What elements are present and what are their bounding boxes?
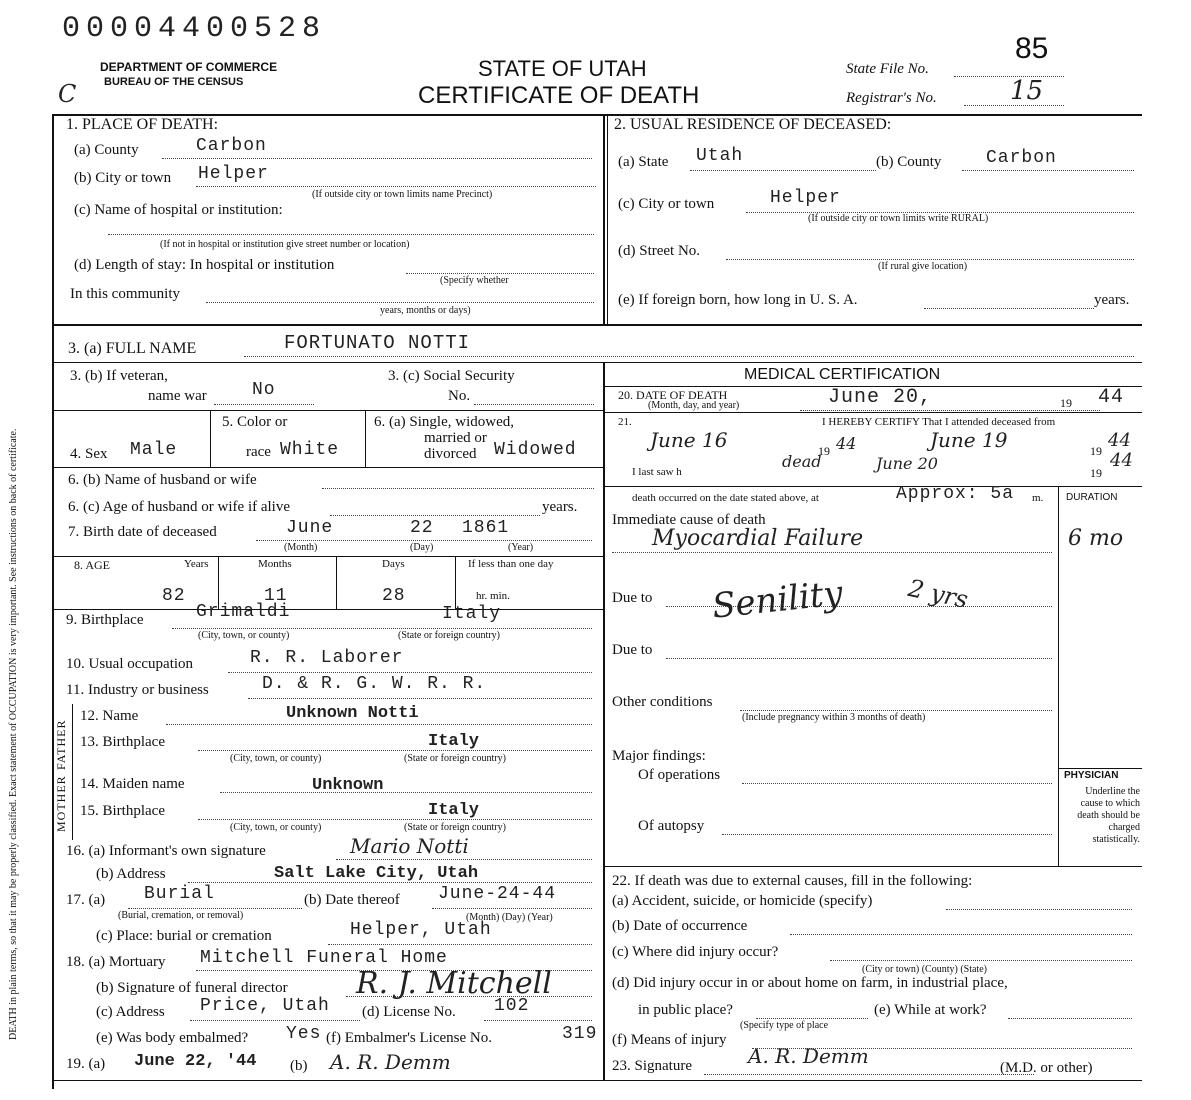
foreign-born-label: (e) If foreign born, how long in U. S. A. [618,292,858,308]
due-to-duration: 2 yrs [905,574,971,614]
immediate-cause-value: Myocardial Failure [652,526,864,551]
location-note: (City or town) (County) (State) [862,964,987,975]
duration-header: DURATION [1066,492,1118,503]
disposition-value: Burial [144,884,215,904]
burial-date-note: (Month) (Day) (Year) [466,912,553,923]
occupation-value: R. R. Laborer [250,648,404,668]
mother-city-note: (City, town, or county) [230,822,322,833]
s18a-mortuary-label: 18. (a) Mortuary [66,954,166,970]
s17a-label: 17. (a) [66,892,106,908]
last-saw-date-value: June 20 [876,454,938,473]
md-label: (M.D. or other) [1000,1060,1093,1076]
bureau-label: BUREAU OF THE CENSUS [104,76,244,88]
due-to-label-2: Due to [612,642,653,658]
alive-dead-value: dead [782,452,822,471]
burial-date-value: June-24-44 [438,884,557,904]
place-type-note: (Specify type of place [740,1020,829,1031]
name-war-label: name war [148,388,207,404]
embalmer-license-value: 319 [562,1024,598,1044]
s18c-address-label: (c) Address [96,1004,165,1020]
s19a-label: 19. (a) [66,1056,106,1072]
precinct-note: (If outside city or town limits name Precinct) [312,189,493,200]
s1-place-of-death-heading: 1. PLACE OF DEATH: [66,116,219,133]
s13-father-birthplace-label: 13. Birthplace [80,734,165,750]
s19b-label: (b) [290,1058,308,1074]
mortuary-address-value: Price, Utah [200,996,330,1016]
length-of-stay-label: (d) Length of stay: In hospital or institution [74,257,335,273]
s20-format-note: (Month, day, and year) [648,400,740,411]
last-saw-year: 44 [1110,450,1133,471]
major-findings-label: Major findings: [612,748,706,764]
disposition-note: (Burial, cremation, or removal) [118,910,244,921]
pregnancy-note: (Include pregnancy within 3 months of death) [742,712,926,723]
s10-occupation-label: 10. Usual occupation [66,656,194,672]
full-name-value: FORTUNATO NOTTI [284,332,471,354]
res-city-value: Helper [770,188,841,208]
color-label: 5. Color or [222,414,288,430]
injury-location-label: (c) Where did injury occur? [612,944,779,960]
age-months-value: 11 [264,586,288,606]
death-city-value: Helper [198,164,269,184]
res-city-label: (c) City or town [618,196,715,212]
public-place-label: in public place? [638,1002,733,1018]
s20-date-of-death-label: 20. DATE OF DEATH [618,388,728,402]
s12-father-name-label: 12. Name [80,708,139,724]
occurrence-date-label: (b) Date of occurrence [612,918,748,934]
s7-birth-date-label: 7. Birth date of deceased [68,524,217,540]
saw-year-prefix: 19 [1090,466,1102,480]
s14-mother-maiden-label: 14. Maiden name [80,776,185,792]
mother-country-note: (State or foreign country) [404,822,506,833]
rural-location-note: (If rural give location) [878,261,968,272]
side-instruction-note: DEATH in plain terms, so that it may be properly classified. Exact statement of OCCUPATION is very important. See instructions on back of certificate. [8,428,19,1040]
medical-certification-heading: MEDICAL CERTIFICATION [744,366,941,383]
corner-mark: C [58,80,77,108]
s17c-place-label: (c) Place: burial or cremation [96,928,272,944]
hospital-note: (If not in hospital or institution give street number or location) [160,239,410,250]
s9-birthplace-label: 9. Birthplace [66,612,144,628]
sex-label: 4. Sex [70,446,108,462]
s6c-spouse-age-label: 6. (c) Age of husband or wife if alive [68,499,291,515]
attended-to-year: 44 [1108,430,1131,451]
day-note: (Day) [410,542,434,553]
res-state-label: (a) State [618,154,669,170]
street-label: (d) Street No. [618,243,701,259]
spouse-years-label: years. [542,499,578,515]
s2-residence-heading: 2. USUAL RESIDENCE OF DECEASED: [614,116,892,133]
s22-external-causes-label: 22. If death was due to external causes, fill in the following: [612,873,973,889]
accident-label: (a) Accident, suicide, or homicide (specify) [612,893,873,909]
s16a-informant-label: 16. (a) Informant's own signature [66,843,266,859]
s18f-embalmer-license-label: (f) Embalmer's License No. [326,1030,492,1046]
birth-day-value: 22 [410,518,434,538]
mother-birthplace-value: Italy [428,801,480,820]
last-saw-label: I last saw h [632,466,682,478]
age-years-value: 82 [162,586,186,606]
hospital-label: (c) Name of hospital or institution: [74,202,283,218]
from-year-prefix: 19 [818,444,830,458]
s18d-license-label: (d) License No. [362,1004,456,1020]
res-county-label: (b) County [876,154,942,170]
informant-address-value: Salt Lake City, Utah [274,864,479,883]
s8-age-label: 8. AGE [74,558,110,572]
s16b-address-label: (b) Address [96,866,166,882]
physician-note: Underline the cause to which death should be charged statistically. [1077,786,1140,845]
years-months-note: years, months or days) [380,305,471,316]
mortuary-value: Mitchell Funeral Home [200,948,448,968]
years-label: years. [1094,292,1130,308]
injury-home-label: (d) Did injury occur in or about home on farm, in industrial place, [612,975,1008,991]
rural-note: (If outside city or town limits write RURAL) [808,213,989,224]
death-date-value: June 20, [828,386,933,409]
race-label: race [246,444,271,460]
attended-to-value: June 19 [930,428,1008,452]
death-occurred-label: death occurred on the date stated above, at [632,492,819,504]
sex-value: Male [130,440,178,460]
s17b-date-label: (b) Date thereof [304,892,400,908]
due-to-label-1: Due to [612,590,653,606]
death-time-value: Approx: 5a [896,484,1015,504]
certify-statement: I HEREBY CERTIFY That I attended deceased from [822,416,1056,428]
s18e-embalmed-label: (e) Was body embalmed? [96,1030,249,1046]
due-to-cause-value: Senility [710,573,845,627]
race-value: White [280,440,340,460]
marital-label: 6. (a) Single, widowed, [374,414,514,430]
burial-place-value: Helper, Utah [350,920,492,940]
birth-city-note: (City, town, or county) [198,630,290,641]
industry-value: D. & R. G. W. R. R. [262,674,487,694]
marital-status-value: Widowed [494,440,577,460]
birthplace-country-value: Italy [442,604,502,624]
death-year-prefix: 19 [1060,396,1072,410]
s15-mother-birthplace-label: 15. Birthplace [80,803,165,819]
s6b-spouse-name-label: 6. (b) Name of husband or wife [68,472,257,488]
embalmed-value: Yes [286,1024,322,1044]
registrar-label: Registrar's No. [846,90,937,106]
registrar-number: 15 [1010,76,1044,106]
death-county-value: Carbon [196,136,267,156]
attended-from-value: June 16 [650,428,728,452]
less-than-day-header: If less than one day [468,558,554,570]
am-pm-label: m. [1032,492,1044,504]
year-note: (Year) [508,542,534,553]
ss-no-label: No. [448,388,471,404]
age-years-header: Years [184,558,209,570]
other-conditions-label: Other conditions [612,694,713,710]
immediate-cause-label: Immediate cause of death [612,512,766,528]
means-of-injury-label: (f) Means of injury [612,1032,727,1048]
specify-note: (Specify whether [440,275,509,286]
age-days-value: 28 [382,586,406,606]
res-state-value: Utah [696,146,744,166]
s3b-veteran-label: 3. (b) If veteran, [70,368,168,384]
father-city-note: (City, town, or county) [230,753,322,764]
certificate-serial-number: 00004400528 [62,12,327,46]
s21-label: 21. [618,416,632,428]
birth-country-note: (State or foreign country) [398,630,500,641]
veteran-value: No [252,380,276,400]
state-heading: STATE OF UTAH [478,56,647,81]
father-name-value: Unknown Notti [286,704,419,723]
funeral-director-signature: R. J. Mitchell [356,966,552,1001]
city-label: (b) City or town [74,170,172,186]
hr-min-label: hr. min. [476,590,510,602]
birthplace-city-value: Grimaldi [196,602,291,622]
informant-signature: Mario Notti [350,834,469,858]
license-value: 102 [494,996,530,1016]
state-file-number: 85 [1015,32,1049,65]
s3a-full-name-label: 3. (a) FULL NAME [68,340,197,357]
birth-year-value: 1861 [462,518,510,538]
state-file-label: State File No. [846,61,929,77]
county-label: (a) County [74,142,139,158]
mother-side-label: MOTHER [54,775,68,832]
month-note: (Month) [284,542,318,553]
operations-label: Of operations [638,767,721,783]
divorced-label: divorced [424,446,477,462]
res-county-value: Carbon [986,148,1057,168]
physician-header: PHYSICIAN [1064,770,1119,781]
age-days-header: Days [382,558,405,570]
s3c-social-security-label: 3. (c) Social Security [388,368,515,384]
while-at-work-label: (e) While at work? [874,1002,987,1018]
mother-maiden-value: Unknown [312,776,384,795]
physician-signature: A. R. Demm [748,1044,869,1068]
attended-from-year: 44 [836,434,857,453]
immediate-cause-duration: 6 mo [1068,526,1124,551]
s18b-director-sig-label: (b) Signature of funeral director [96,980,288,996]
death-year-value: 44 [1098,386,1125,409]
department-label: DEPARTMENT OF COMMERCE [100,60,278,74]
filed-date-value: June 22, '44 [134,1052,257,1071]
birth-month-value: June [286,518,334,538]
to-year-prefix: 19 [1090,444,1102,458]
father-birthplace-value: Italy [428,732,480,751]
married-or-label: married or [424,430,487,446]
father-country-note: (State or foreign country) [404,753,506,764]
age-months-header: Months [258,558,292,570]
s11-industry-label: 11. Industry or business [66,682,209,698]
autopsy-label: Of autopsy [638,818,705,834]
father-side-label: FATHER [54,719,68,770]
registrar-signature: A. R. Demm [330,1050,451,1074]
certificate-title: CERTIFICATE OF DEATH [418,82,700,109]
s23-signature-label: 23. Signature [612,1058,692,1074]
community-label: In this community [70,286,180,302]
